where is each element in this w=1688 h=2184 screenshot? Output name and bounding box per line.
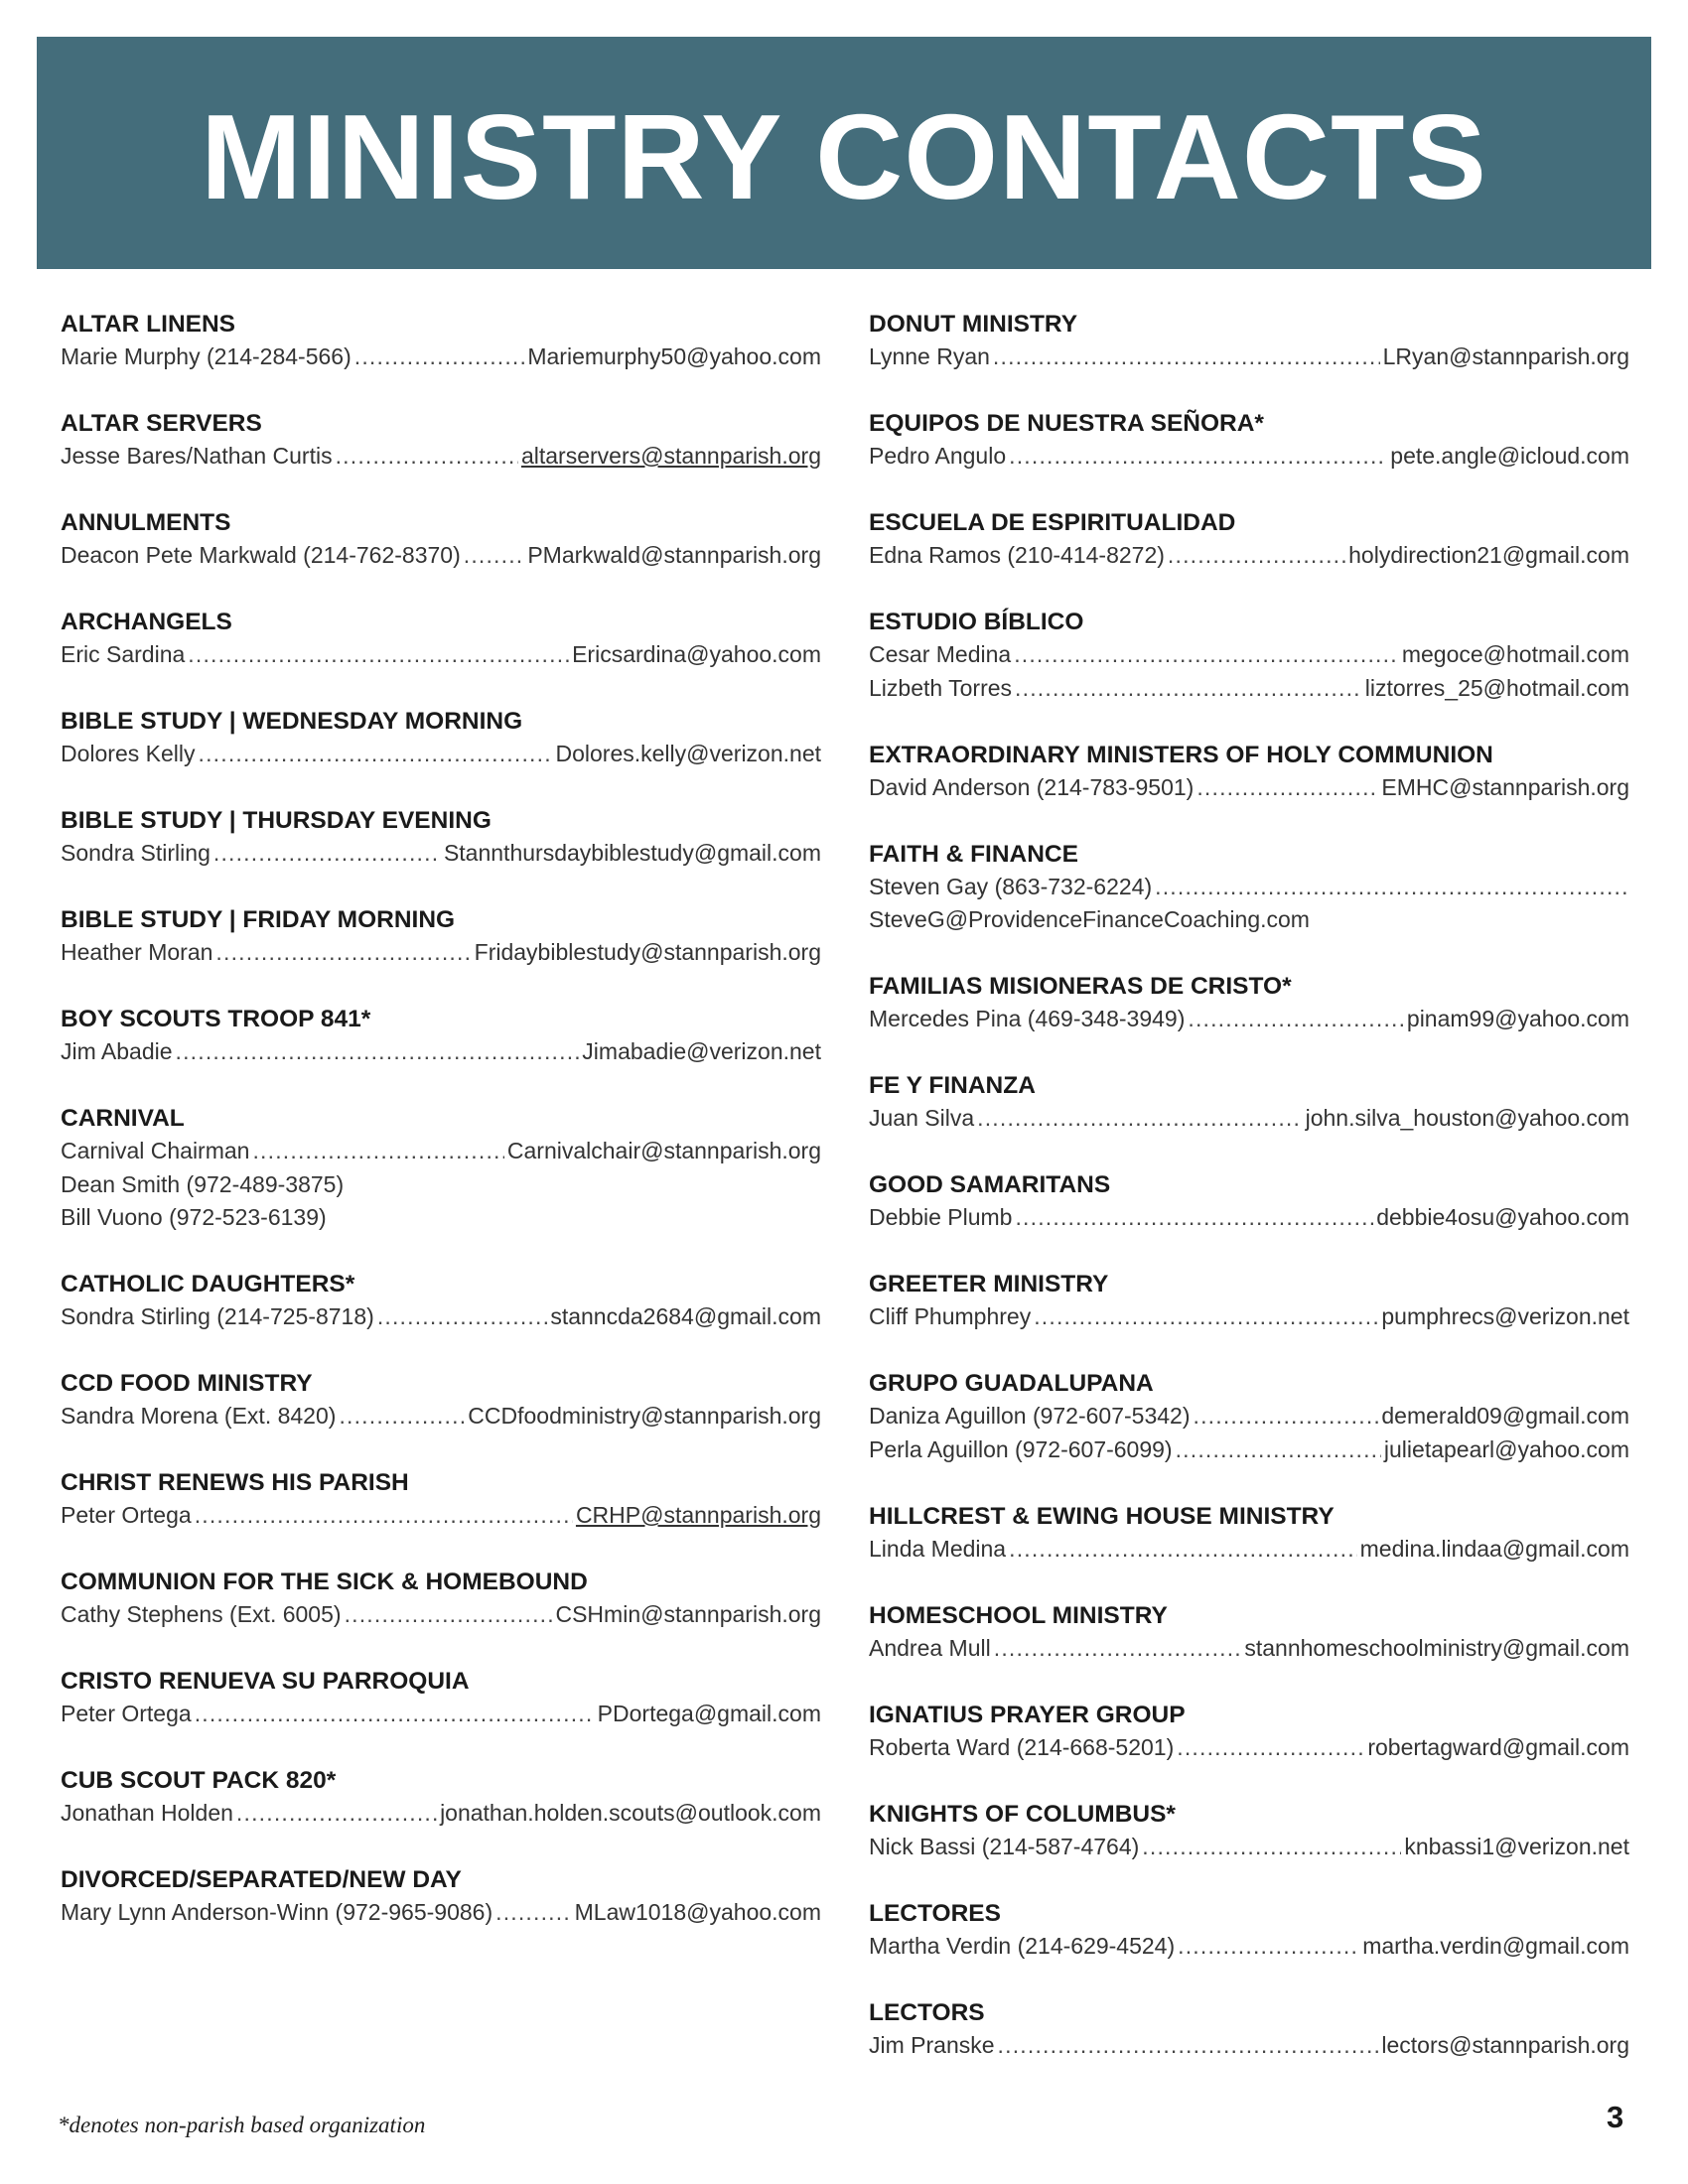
contact-name: Sondra Stirling (214-725-8718) [61, 1303, 374, 1329]
ministry-entry [869, 970, 1629, 1069]
ministry-entry [869, 1500, 1629, 1599]
dot-leader [252, 1135, 503, 1168]
contact-email-link[interactable]: CRHP@stannparish.org [575, 1502, 821, 1528]
contact-line [61, 1300, 821, 1334]
contact-email-link[interactable]: LRyan@stannparish.org [1382, 343, 1629, 369]
contact-name: Eric Sardina [61, 641, 186, 667]
dot-leader [336, 440, 518, 474]
contact-name: Deacon Pete Markwald (214-762-8370) [61, 542, 461, 568]
page-title: MINISTRY CONTACTS [201, 89, 1487, 224]
contact-email-link[interactable]: stannhomeschoolministry@gmail.com [1244, 1634, 1629, 1661]
contact-line [61, 638, 821, 672]
contact-email-link[interactable]: Ericsardina@yahoo.com [572, 641, 821, 667]
contact-name: Lizbeth Torres [869, 674, 1013, 701]
ministry-entry [61, 1268, 821, 1367]
contact-email-link[interactable]: pinam99@yahoo.com [1406, 1006, 1629, 1031]
contact-name: Jim Pranske [869, 2031, 995, 2058]
ministry-heading: CATHOLIC DAUGHTERS* [61, 1271, 355, 1297]
contact-line [869, 2029, 1629, 2063]
contact-line [869, 1433, 1629, 1467]
contact-line [869, 638, 1629, 672]
contact-line [869, 1102, 1629, 1136]
contact-line [61, 738, 821, 771]
ministry-heading: BIBLE STUDY | WEDNESDAY MORNING [61, 708, 523, 735]
ministry-entry [869, 1996, 1629, 2096]
ministry-heading: ALTAR LINENS [61, 311, 236, 338]
contact-line [869, 1201, 1629, 1235]
contact-name: Cliff Phumphrey [869, 1303, 1032, 1329]
contact-name: Heather Moran [61, 939, 213, 965]
contact-name: Andrea Mull [869, 1634, 991, 1661]
contact-name: Bill Vuono (972-523-6139) [61, 1204, 327, 1230]
contact-name: Debbie Plumb [869, 1204, 1013, 1230]
contact-line [869, 771, 1629, 805]
contact-email-link[interactable]: megoce@hotmail.com [1401, 641, 1629, 667]
ministry-entry [61, 1764, 821, 1863]
contact-line [869, 1731, 1629, 1765]
contact-email-link[interactable]: Carnivalchair@stannparish.org [506, 1138, 821, 1163]
contact-name: Sandra Morena (Ext. 8420) [61, 1403, 337, 1429]
ministry-heading: KNIGHTS OF COLUMBUS* [869, 1800, 1176, 1828]
ministry-entry [61, 606, 821, 705]
dot-leader [176, 1035, 580, 1069]
contact-line [61, 837, 821, 871]
contact-email-link[interactable]: demerald09@gmail.com [1381, 1403, 1629, 1429]
ministry-heading: EXTRAORDINARY MINISTERS OF HOLY COMMUNION [869, 741, 1493, 768]
ministry-heading: ARCHANGELS [61, 609, 232, 635]
contact-line [61, 1797, 821, 1831]
contact-name: Daniza Aguillon (972-607-5342) [869, 1403, 1191, 1429]
contact-email-link[interactable]: robertagward@gmail.com [1367, 1733, 1629, 1760]
ministry-heading: EQUIPOS DE NUESTRA SEÑORA* [869, 410, 1264, 437]
contact-line [61, 1168, 821, 1202]
dot-leader [994, 1632, 1242, 1666]
contact-name: Nick Bassi (214-587-4764) [869, 1833, 1140, 1859]
ministry-heading: CHRIST RENEWS HIS PARISH [61, 1469, 409, 1496]
contact-email-link[interactable]: liztorres_25@hotmail.com [1364, 674, 1629, 701]
ministry-entry [869, 606, 1629, 739]
contact-line [61, 1499, 821, 1533]
page-number: 3 [1607, 2100, 1624, 2134]
contact-line [869, 672, 1629, 706]
contact-email-link[interactable]: lectors@stannparish.org [1381, 2031, 1629, 2058]
dot-leader [1009, 440, 1387, 474]
ministry-heading: LECTORES [869, 1899, 1001, 1927]
dot-leader [1178, 1930, 1359, 1964]
contact-name: Juan Silva [869, 1105, 975, 1131]
ministry-entry [61, 308, 821, 407]
contact-line [61, 440, 821, 474]
left-column [61, 308, 821, 1963]
dot-leader [495, 1896, 572, 1930]
dot-leader [195, 1499, 573, 1533]
contact-email-link[interactable]: Dolores.kelly@verizon.net [555, 741, 821, 766]
dot-leader [215, 936, 471, 970]
contact-line [61, 539, 821, 573]
ministry-heading: GRUPO GUADALUPANA [869, 1370, 1154, 1397]
right-column [869, 308, 1629, 2096]
contact-email-link[interactable]: CCDfoodministry@stannparish.org [468, 1403, 821, 1429]
ministry-heading: CARNIVAL [61, 1105, 185, 1132]
dot-leader [993, 341, 1380, 374]
ministry-heading: ESCUELA DE ESPIRITUALIDAD [869, 509, 1236, 536]
ministry-entry [61, 705, 821, 804]
dot-leader [345, 1598, 553, 1632]
ministry-entry [869, 1168, 1629, 1268]
contact-line [869, 1930, 1629, 1964]
contact-email-link[interactable]: Mariemurphy50@yahoo.com [527, 343, 821, 369]
contact-email-link[interactable]: john.silva_houston@yahoo.com [1305, 1105, 1629, 1131]
contact-email-link[interactable]: medina.lindaa@gmail.com [1359, 1535, 1629, 1562]
contact-name: Sondra Stirling [61, 840, 211, 866]
contact-name: Jonathan Holden [61, 1800, 233, 1826]
contact-line [61, 1698, 821, 1731]
contact-name: Pedro Angulo [869, 443, 1007, 469]
footnote: *denotes non-parish based organization [58, 2113, 426, 2137]
contact-email-link[interactable]: altarservers@stannparish.org [520, 443, 821, 469]
contact-line [869, 1300, 1629, 1334]
contact-name: Jim Abadie [61, 1038, 173, 1064]
contact-line [869, 871, 1629, 904]
ministry-entry [61, 804, 821, 903]
contact-name: Jesse Bares/Nathan Curtis [61, 443, 333, 469]
contact-line [869, 903, 1629, 937]
contact-line [869, 1632, 1629, 1666]
dot-leader [339, 1400, 465, 1433]
ministry-entry [869, 739, 1629, 838]
ministry-heading: ANNULMENTS [61, 509, 231, 536]
dot-leader [1168, 539, 1345, 573]
contact-name: Dolores Kelly [61, 741, 196, 766]
ministry-heading: HOMESCHOOL MINISTRY [869, 1601, 1168, 1629]
ministry-heading: BIBLE STUDY | FRIDAY MORNING [61, 906, 456, 933]
ministry-heading: ESTUDIO BÍBLICO [869, 609, 1084, 635]
ministry-heading: CRISTO RENUEVA SU PARROQUIA [61, 1668, 470, 1695]
contact-name: Linda Medina [869, 1535, 1007, 1562]
dot-leader [1188, 1003, 1404, 1036]
ministry-heading: DONUT MINISTRY [869, 311, 1078, 338]
contact-email-link[interactable]: MLaw1018@yahoo.com [574, 1899, 821, 1925]
contact-line [869, 1003, 1629, 1036]
contact-email-link[interactable]: holydirection21@gmail.com [1348, 542, 1629, 568]
dot-leader [1194, 1400, 1379, 1433]
ministry-heading: FAITH & FINANCE [869, 840, 1078, 868]
ministry-entry [61, 903, 821, 1003]
contact-email-link[interactable]: EMHC@stannparish.org [1381, 773, 1629, 800]
ministry-entry [61, 1566, 821, 1665]
ministry-entry [61, 1102, 821, 1268]
contact-email-link[interactable]: pete.angle@icloud.com [1390, 443, 1629, 469]
ministry-heading: DIVORCED/SEPARATED/NEW DAY [61, 1866, 462, 1893]
contact-email-link[interactable]: jonathan.holden.scouts@outlook.com [440, 1800, 821, 1826]
contact-email-link[interactable]: martha.verdin@gmail.com [1362, 1932, 1629, 1959]
contact-name: Mary Lynn Anderson-Winn (972-965-9086) [61, 1899, 493, 1925]
ministry-heading: BOY SCOUTS TROOP 841* [61, 1006, 371, 1032]
ministry-heading: BIBLE STUDY | THURSDAY EVENING [61, 807, 492, 834]
contact-line [61, 936, 821, 970]
ministry-heading: CCD FOOD MINISTRY [61, 1370, 313, 1397]
contact-name: Lynne Ryan [869, 343, 990, 369]
dot-leader [199, 738, 553, 771]
ministry-heading: COMMUNION FOR THE SICK & HOMEBOUND [61, 1569, 588, 1595]
dot-leader [1009, 1533, 1357, 1567]
contact-name: Perla Aguillon (972-607-6099) [869, 1435, 1173, 1462]
contact-name: Cathy Stephens (Ext. 6005) [61, 1601, 342, 1627]
contact-email-link[interactable]: Fridaybiblestudy@stannparish.org [474, 939, 821, 965]
dot-leader [1155, 871, 1626, 904]
ministry-entry [61, 1863, 821, 1963]
contact-line [61, 1035, 821, 1069]
ministry-entry [869, 506, 1629, 606]
dot-leader [354, 341, 525, 374]
dot-leader [236, 1797, 437, 1831]
contact-email-link[interactable]: stanncda2684@gmail.com [550, 1303, 821, 1329]
dot-leader [1176, 1433, 1381, 1467]
ministry-entry [869, 838, 1629, 971]
contact-name: Peter Ortega [61, 1502, 192, 1528]
contact-line [869, 1400, 1629, 1433]
contact-name: Edna Ramos (210-414-8272) [869, 542, 1165, 568]
contact-line [61, 341, 821, 374]
dot-leader [195, 1698, 595, 1731]
ministry-heading: FE Y FINANZA [869, 1072, 1036, 1099]
ministry-entry [61, 1466, 821, 1566]
contact-line [869, 539, 1629, 573]
ministry-entry [869, 1897, 1629, 1996]
contact-name: Peter Ortega [61, 1701, 192, 1726]
ministry-entry [61, 1367, 821, 1466]
ministry-entry [869, 1069, 1629, 1168]
dot-leader [1196, 771, 1378, 805]
dot-leader [188, 638, 569, 672]
ministry-entry [869, 1699, 1629, 1798]
contact-email-link[interactable]: PDortega@gmail.com [597, 1701, 821, 1726]
dot-leader [977, 1102, 1302, 1136]
contact-line [61, 1135, 821, 1168]
contact-name: Carnival Chairman [61, 1138, 250, 1163]
contact-email-link[interactable]: julietapearl@yahoo.com [1383, 1435, 1629, 1462]
ministry-entry [61, 506, 821, 606]
ministry-entry [869, 1798, 1629, 1897]
contact-name: David Anderson (214-783-9501) [869, 773, 1195, 800]
contact-line [869, 1533, 1629, 1567]
ministry-entry [61, 1665, 821, 1764]
dot-leader [377, 1300, 548, 1334]
ministry-entry [869, 1268, 1629, 1367]
ministry-entry [869, 1367, 1629, 1500]
contact-email-link[interactable]: debbie4osu@yahoo.com [1376, 1204, 1629, 1230]
ministry-entry [61, 1003, 821, 1102]
dot-leader [1177, 1731, 1364, 1765]
contact-name: SteveG@ProvidenceFinanceCoaching.com [869, 906, 1310, 932]
contact-email-link[interactable]: Jimabadie@verizon.net [582, 1038, 821, 1064]
contact-name: Marie Murphy (214-284-566) [61, 343, 352, 369]
contact-line [61, 1896, 821, 1930]
contact-name: Steven Gay (863-732-6224) [869, 873, 1153, 899]
contact-line [869, 1831, 1629, 1864]
contact-line [61, 1400, 821, 1433]
contact-name: Martha Verdin (214-629-4524) [869, 1932, 1176, 1959]
ministry-entry [61, 407, 821, 506]
dot-leader [1015, 1201, 1373, 1235]
ministry-heading: ALTAR SERVERS [61, 410, 262, 437]
ministry-heading: CUB SCOUT PACK 820* [61, 1767, 337, 1794]
ministry-heading: GREETER MINISTRY [869, 1271, 1109, 1297]
dot-leader [464, 539, 525, 573]
contact-line [869, 341, 1629, 374]
contact-line [869, 440, 1629, 474]
ministry-entry [869, 1599, 1629, 1699]
dot-leader [1034, 1300, 1378, 1334]
contact-email-link[interactable]: Stannthursdaybiblestudy@gmail.com [443, 840, 821, 866]
contact-email-link[interactable]: pumphrecs@verizon.net [1381, 1303, 1629, 1329]
ministry-heading: IGNATIUS PRAYER GROUP [869, 1701, 1186, 1728]
contact-email-link[interactable]: PMarkwald@stannparish.org [527, 542, 821, 568]
dot-leader [1014, 638, 1399, 672]
ministry-entry [869, 407, 1629, 506]
title-banner [37, 37, 1651, 269]
ministry-heading: LECTORS [869, 1998, 985, 2026]
contact-name: Roberta Ward (214-668-5201) [869, 1733, 1175, 1760]
dot-leader [1142, 1831, 1401, 1864]
dot-leader [213, 837, 441, 871]
ministry-heading: FAMILIAS MISIONERAS DE CRISTO* [869, 973, 1292, 1000]
ministry-entry [869, 308, 1629, 407]
contact-email-link[interactable]: CSHmin@stannparish.org [555, 1601, 821, 1627]
dot-leader [1015, 672, 1362, 706]
dot-leader [998, 2029, 1379, 2063]
contact-email-link[interactable]: knbassi1@verizon.net [1404, 1833, 1629, 1859]
contact-name: Cesar Medina [869, 641, 1012, 667]
contact-name: Dean Smith (972-489-3875) [61, 1170, 345, 1197]
contact-line [61, 1598, 821, 1632]
contact-name: Mercedes Pina (469-348-3949) [869, 1006, 1186, 1031]
ministry-heading: GOOD SAMARITANS [869, 1171, 1111, 1198]
ministry-heading: HILLCREST & EWING HOUSE MINISTRY [869, 1502, 1335, 1530]
contact-line [61, 1201, 821, 1235]
